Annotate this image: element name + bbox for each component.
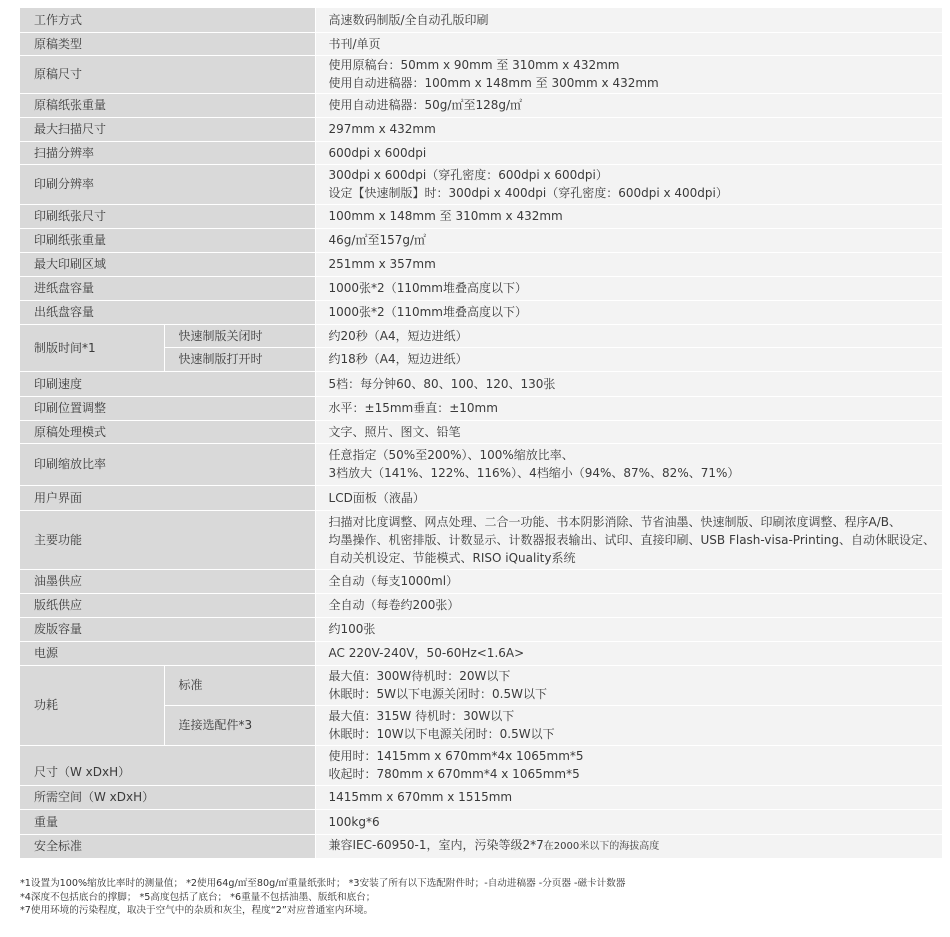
- spec-row-power: [20, 641, 942, 665]
- row-value: [315, 55, 942, 93]
- row-value: [315, 834, 942, 858]
- row-value: 100kg*6: [315, 809, 942, 834]
- spec-row-master-time: [20, 324, 942, 347]
- row-value: 全自动（每卷约200张）: [315, 593, 942, 617]
- spec-row-process-mode: [20, 420, 942, 443]
- row-value: 1415mm x 670mm x 1515mm: [315, 785, 942, 809]
- spec-row-dimensions: [20, 745, 942, 785]
- value-line: 任意指定（50%至200%）、100%缩放比率、: [328, 448, 574, 462]
- row-value: 约18秒（A4，短边进纸）: [315, 347, 942, 371]
- row-label: 原稿处理模式: [20, 420, 315, 443]
- value-line: 300dpi x 600dpi（穿孔密度：600dpi x 600dpi）: [328, 168, 608, 182]
- spec-row-space: [20, 785, 942, 809]
- value-line: 收起时：780mm x 670mm*4 x 1065mm*5: [328, 767, 580, 781]
- spec-row-scan-res: [20, 141, 942, 164]
- row-label: 版纸供应: [20, 593, 315, 617]
- spec-row-work-mode: [20, 8, 942, 32]
- spec-table: [20, 8, 942, 859]
- row-label: 主要功能: [20, 510, 315, 569]
- row-label: 进纸盘容量: [20, 276, 315, 300]
- row-value: 600dpi x 600dpi: [315, 141, 942, 164]
- row-value: 5档：每分钟60、80、100、120、130张: [315, 371, 942, 396]
- row-label: 原稿类型: [20, 32, 315, 55]
- spec-row-paper-weight: [20, 228, 942, 252]
- spec-row-original-weight: [20, 93, 942, 117]
- value-line: 休眠时：5W以下电源关闭时：0.5W以下: [328, 687, 547, 701]
- footnote-line: *4深度不包括底台的撑脚； *5高度包括了底台； *6重量不包括油墨、版纸和底台；: [20, 891, 376, 903]
- row-sublabel: 快速制版关闭时: [164, 324, 315, 347]
- spec-row-position-adjust: [20, 396, 942, 420]
- row-label: 原稿尺寸: [20, 55, 315, 93]
- spec-row-weight: [20, 809, 942, 834]
- row-value: 100mm x 148mm 至 310mm x 432mm: [315, 204, 942, 228]
- row-value: [315, 443, 942, 485]
- spec-row-original-size: [20, 55, 942, 93]
- value-line: 最大值：315W 待机时：30W以下: [328, 709, 515, 723]
- row-label: 重量: [20, 809, 315, 834]
- row-label: 最大扫描尺寸: [20, 117, 315, 141]
- spec-row-print-speed: [20, 371, 942, 396]
- row-value: [315, 510, 942, 569]
- spec-row-zoom: [20, 443, 942, 485]
- footnote-line: *7使用环境的污染程度，取决于空气中的杂质和灰尘，程度“2”对应普通室内环境。: [20, 905, 374, 916]
- row-value: 1000张*2（110mm堆叠高度以下）: [315, 276, 942, 300]
- row-value: 高速数码制版/全自动孔版印刷: [315, 8, 942, 32]
- spec-row-max-scan: [20, 117, 942, 141]
- row-label: 尺寸（W xDxH）: [20, 745, 315, 785]
- row-value: [315, 705, 942, 745]
- value-line: 3档放大（141%、122%、116%）、4档缩小（94%、87%、82%、71%）: [328, 466, 740, 480]
- value-line: 使用原稿台：50mm x 90mm 至 310mm x 432mm: [328, 58, 620, 72]
- row-value: 约20秒（A4，短边进纸）: [315, 324, 942, 347]
- row-value: 约100张: [315, 617, 942, 641]
- row-value: AC 220V-240V，50-60Hz<1.6A>: [315, 641, 942, 665]
- spec-row-max-print-area: [20, 252, 942, 276]
- row-label: 功耗: [20, 665, 164, 745]
- row-value: 书刊/单页: [315, 32, 942, 55]
- row-value: [315, 164, 942, 204]
- value-line: 均墨操作、机密排版、计数显示、计数器报表输出、试印、直接印刷、USB Flash-visa-Printing、自动休眠设定、: [328, 532, 935, 547]
- spec-row-ink-supply: [20, 569, 942, 593]
- row-label: 所需空间（W xDxH）: [20, 785, 315, 809]
- footnotes: [20, 877, 940, 918]
- row-sublabel: 标准: [164, 665, 315, 705]
- value-line: 使用自动进稿器：100mm x 148mm 至 300mm x 432mm: [328, 76, 659, 90]
- spec-row-feed-capacity: [20, 276, 942, 300]
- row-value: [315, 665, 942, 705]
- row-sublabel: 连接选配件*3: [164, 705, 315, 745]
- row-value: 全自动（每支1000ml）: [315, 569, 942, 593]
- spec-row-paper-size: [20, 204, 942, 228]
- row-value: [315, 745, 942, 785]
- row-sublabel: 快速制版打开时: [164, 347, 315, 371]
- spec-row-output-capacity: [20, 300, 942, 324]
- row-label: 工作方式: [20, 8, 315, 32]
- value-line: 扫描对比度调整、网点处理、二合一功能、书本阴影消除、节省油墨、快速制版、印刷浓度调整、程序A/B、: [328, 514, 902, 529]
- row-label: 印刷纸张重量: [20, 228, 315, 252]
- row-label: 扫描分辨率: [20, 141, 315, 164]
- value-line: 休眠时：10W以下电源关闭时：0.5W以下: [328, 727, 555, 741]
- spec-row-consumption: [20, 665, 942, 705]
- row-label: 印刷缩放比率: [20, 443, 315, 485]
- row-value: 46g/㎡至157g/㎡: [315, 228, 942, 252]
- row-label: 制版时间*1: [20, 324, 164, 371]
- row-value: 使用自动进稿器：50g/㎡至128g/㎡: [315, 93, 942, 117]
- row-label: 废版容量: [20, 617, 315, 641]
- safety-main: 兼容IEC-60950-1，室内，污染等级2*7: [328, 838, 544, 852]
- safety-altitude-note: 在2000米以下的海拔高度: [543, 841, 660, 852]
- value-line: 使用时：1415mm x 670mm*4x 1065mm*5: [328, 749, 584, 763]
- row-value: 251mm x 357mm: [315, 252, 942, 276]
- row-label: 原稿纸张重量: [20, 93, 315, 117]
- row-label: 安全标准: [20, 834, 315, 858]
- spec-row-disposal: [20, 617, 942, 641]
- value-line: 最大值：300W待机时：20W以下: [328, 669, 511, 683]
- row-label: 印刷速度: [20, 371, 315, 396]
- spec-row-master-supply: [20, 593, 942, 617]
- spec-row-features: [20, 510, 942, 569]
- spec-row-ui: [20, 485, 942, 510]
- row-label: 用户界面: [20, 485, 315, 510]
- spec-row-original-type: [20, 32, 942, 55]
- value-line: 自动关机设定、节能模式、RISO iQuality系统: [328, 550, 576, 565]
- row-value: LCD面板（液晶）: [315, 485, 942, 510]
- value-line: 设定【快速制版】时：300dpi x 400dpi（穿孔密度：600dpi x 400dpi）: [328, 186, 728, 200]
- row-label: 油墨供应: [20, 569, 315, 593]
- row-value: 297mm x 432mm: [315, 117, 942, 141]
- row-value: 水平：±15mm垂直：±10mm: [315, 396, 942, 420]
- row-label: 电源: [20, 641, 315, 665]
- row-label: 印刷位置调整: [20, 396, 315, 420]
- spec-row-safety: [20, 834, 942, 858]
- row-label: 最大印刷区域: [20, 252, 315, 276]
- row-label: 印刷纸张尺寸: [20, 204, 315, 228]
- row-value: 文字、照片、图文、铅笔: [315, 420, 942, 443]
- row-label: 出纸盘容量: [20, 300, 315, 324]
- footnote-line: *1设置为100%缩放比率时的测量值； *2使用64g/㎡至80g/㎡重量纸张时； *3安装了所有以下选配附件时；-自动进稿器 -分页器 -磁卡计数器: [20, 878, 626, 889]
- row-value: 1000张*2（110mm堆叠高度以下）: [315, 300, 942, 324]
- row-label: 印刷分辨率: [20, 164, 315, 204]
- spec-row-print-res: [20, 164, 942, 204]
